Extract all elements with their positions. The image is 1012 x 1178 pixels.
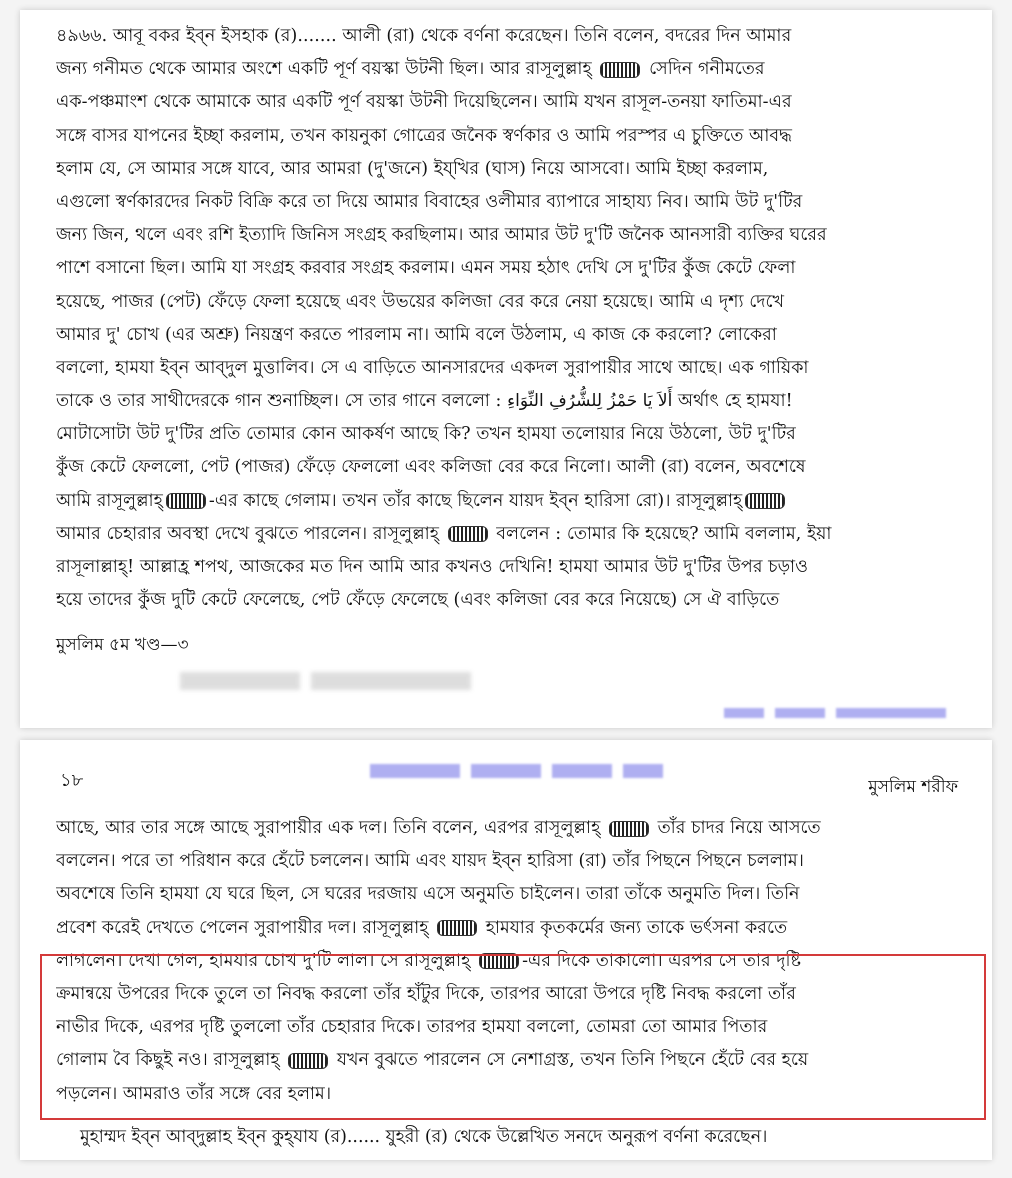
- text-line: নাভীর দিকে, এরপর দৃষ্টি তুললো তাঁর চেহারার দিকে। তারপর হামযা বললো, তোমরা তো আমার পিতার: [56, 1017, 768, 1038]
- redaction-block: [724, 708, 764, 718]
- text-line: পড়লেন। আমরাও তাঁর সঙ্গে বের হলাম।: [56, 1083, 332, 1104]
- text-line-part: আমি রাসূলুল্লাহ্: [56, 490, 163, 511]
- text-line: ক্রমান্বয়ে উপরের দিকে তুলে তা নিবদ্ধ করলো তাঁর হাঁটুর দিকে, তারপর আরো উপরে দৃষ্টি নিবদ্ধ করলো তাঁর: [56, 983, 796, 1004]
- chain-of-narration-line: মুহাম্মদ ইব্‌ন আব্‌দুল্লাহ ইব্‌ন কুহ্‌যায (র)...... যুহরী (র) থেকে উল্লেখিত সনদে অনুরূপ বর্ণনা করেছেন।: [80, 1127, 768, 1147]
- salutation-seal-icon: [448, 526, 488, 542]
- text-line: [56, 385, 958, 418]
- text-line-part: আমার চেহারার অবস্থা দেখে বুঝতে পারলেন। রাসূলুল্লাহ্: [56, 523, 439, 544]
- redaction-block: [311, 672, 471, 690]
- salutation-seal-icon: [600, 62, 640, 78]
- redacted-header: [370, 760, 669, 779]
- salutation-seal-icon: [745, 493, 785, 509]
- text-line-part: যখন বুঝতে পারলেন সে নেশাগ্রস্ত, তখন তিনি পিছনে হেঁটে বের হয়ে: [336, 1050, 809, 1071]
- bottom-page: [20, 740, 992, 1160]
- text-line-part: গোলাম বৈ কিছুই নও। রাসূলুল্লাহ্: [56, 1050, 280, 1071]
- highlight-box: [40, 954, 986, 1120]
- text-line-part: সেদিন গনীমতের: [649, 59, 765, 80]
- text-line-part: -এর দিকে তাকালো। এরপর সে তার দৃষ্টি: [522, 950, 801, 971]
- text-line: [56, 53, 958, 86]
- salutation-seal-icon: [437, 920, 477, 936]
- redaction-block: [623, 764, 663, 778]
- text-line: বললো, হামযা ইব্‌ন আব্‌দুল মুত্তালিব। সে এ বাড়িতে আনসারদের একদল সুরাপায়ীর সাথে আছে। এক গায়িকা: [56, 357, 809, 378]
- text-line: [56, 518, 958, 551]
- text-line: অবশেষে তিনি হামযা যে ঘরে ছিল, সে ঘরের দরজায় এসে অনুমতি চাইলেন। তারা তাঁকে অনুমতি দিল। তিনি: [56, 884, 800, 905]
- text-line-part: প্রবেশ করেই দেখতে পেলেন সুরাপায়ীর দল। রাসূলুল্লাহ্: [56, 917, 429, 938]
- text-line-part: তাকে ও তার সাথীদেরকে গান শুনাচ্ছিল। সে তার গানে বললো :: [56, 391, 502, 412]
- text-line: সঙ্গে বাসর যাপনের ইচ্ছা করলাম, তখন কায়নুকা গোত্রের জনৈক স্বর্ণকার ও আমি পরস্পর এ চুক্তিতে আবদ্ধ: [56, 125, 793, 146]
- text-line: আমার দু' চোখ (এর অশ্রু) নিয়ন্ত্রণ করতে পারলাম না। আমি বলে উঠলাম, এ কাজ কে করলো? লোকেরা: [56, 324, 777, 345]
- text-line-part: লাগলেন। দেখা গেল, হামযার চোখ দু'টি লাল। সে রাসূলুল্লাহ্: [56, 950, 471, 971]
- volume-footer: মুসলিম ৫ম খণ্ড—৩: [56, 635, 189, 655]
- text-line-part: আছে, আর তার সঙ্গে আছে সুরাপায়ীর এক দল। তিনি বলেন, এরপর রাসূলুল্লাহ্: [56, 818, 601, 838]
- redaction-block: [836, 708, 946, 718]
- top-page: [20, 10, 992, 728]
- text-line-part: জন্য গনীমত থেকে আমার অংশে একটি পূর্ণ বয়স্কা উটনী ছিল। আর রাসূলুল্লাহ্: [56, 59, 592, 80]
- text-line-part: -এর কাছে গেলাম। তখন তাঁর কাছে ছিলেন যায়দ ইব্‌ন হারিসা রো)। রাসূলুল্লাহ্: [208, 490, 743, 511]
- text-line: পাশে বসানো ছিল। আমি যা সংগ্রহ করবার সংগ্রহ করলাম। এমন সময় হঠাৎ দেখি সে দু'টির কুঁজ কেটে ফেলা: [56, 258, 796, 279]
- text-line-part: হামযার কৃতকর্মের জন্য তাকে ভর্ৎসনা করতে: [485, 917, 788, 938]
- hadith-text-top: [56, 20, 958, 617]
- arabic-verse: أَلاَ يَا حَمْزُ لِلشُّرُفِ النِّوَاءِ: [507, 391, 673, 412]
- text-line-part: বললেন : তোমার কি হয়েছে? আমি বললাম, ইয়া: [496, 523, 832, 544]
- text-line: [56, 912, 958, 945]
- redaction-block: [775, 708, 825, 718]
- text-line: ৪৯৬৬. আবূ বকর ইব্‌ন ইসহাক (র)....... আলী (রা) থেকে বর্ণনা করেছেন। তিনি বলেন, বদরের দিন আমার: [56, 26, 792, 46]
- redaction-block: [471, 764, 541, 778]
- book-title: মুসলিম শরীফ: [868, 777, 958, 797]
- text-line: কুঁজ কেটে ফেললো, পেট (পাজর) ফেঁড়ে ফেললো এবং কলিজা বের করে নিলো। আলী (রা) বলেন, অবশেষে: [56, 457, 806, 478]
- text-line: [56, 485, 958, 518]
- text-line: হয়ে তাদের কুঁজ দুটি কেটে ফেলেছে, পেট ফেঁড়ে ফেলেছে (এবং কলিজা বের করে নিয়েছে) সে ঐ বাড়িতে: [56, 590, 780, 611]
- redacted-url: [724, 702, 952, 721]
- redaction-block: [370, 764, 460, 778]
- text-line: হলাম যে, সে আমার সঙ্গে যাবে, আর আমরা (দু'জনে) ইয্‌খির (ঘাস) নিয়ে আসবো। আমি ইচ্ছা করলাম,: [56, 158, 769, 179]
- text-line-part: অর্থাৎ হে হামযা!: [677, 391, 793, 412]
- redaction-block: [552, 764, 612, 778]
- text-line: এক-পঞ্চমাংশ থেকে আমাকে আর একটি পূর্ণ বয়স্কা উটনী দিয়েছিলেন। আমি যখন রাসূল-তনয়া ফাতিমা-এর: [56, 92, 792, 113]
- text-line: মোটাসোটা উট দু'টির প্রতি তোমার কোন আকর্ষণ আছে কি? তখন হামযা তলোয়ার নিয়ে উঠলো, উট দু'টির: [56, 424, 796, 445]
- salutation-seal-icon: [609, 821, 649, 837]
- text-line: এগুলো স্বর্ণকারদের নিকট বিক্রি করে তা দিয়ে আমার বিবাহের ওলীমার ব্যাপারে সাহায্য নিব। আমি উট দু'টির: [56, 191, 803, 212]
- redaction-block: [180, 672, 300, 690]
- text-line-part: তাঁর চাদর নিয়ে আসতে: [657, 818, 821, 838]
- text-line: হয়েছে, পাজর (পেট) ফেঁড়ে ফেলা হয়েছে এবং উভয়ের কলিজা বের করে নেয়া হয়েছে। আমি এ দৃশ্য দেখে: [56, 291, 785, 312]
- text-line: জন্য জিন, থলে এবং রশি ইত্যাদি জিনিস সংগ্রহ করছিলাম। আর আমার উট দু'টি জনৈক আনসারী ব্যক্তির ঘরের: [56, 225, 827, 246]
- page-number: ১৮: [60, 770, 84, 791]
- text-line: বললেন। পরে তা পরিধান করে হেঁটে চললেন। আমি এবং যায়দ ইব্‌ন হারিসা (রা) তাঁর পিছনে পিছনে চললাম।: [56, 851, 804, 872]
- text-line: রাসূলাল্লাহ্! আল্লাহ্র শপথ, আজকের মত দিন আমি আর কখনও দেখিনি! হামযা আমার উট দু'টির উপর চড়াও: [56, 557, 809, 577]
- text-line: [56, 812, 958, 845]
- redacted-watermark: [180, 670, 477, 690]
- salutation-seal-icon: [166, 493, 206, 509]
